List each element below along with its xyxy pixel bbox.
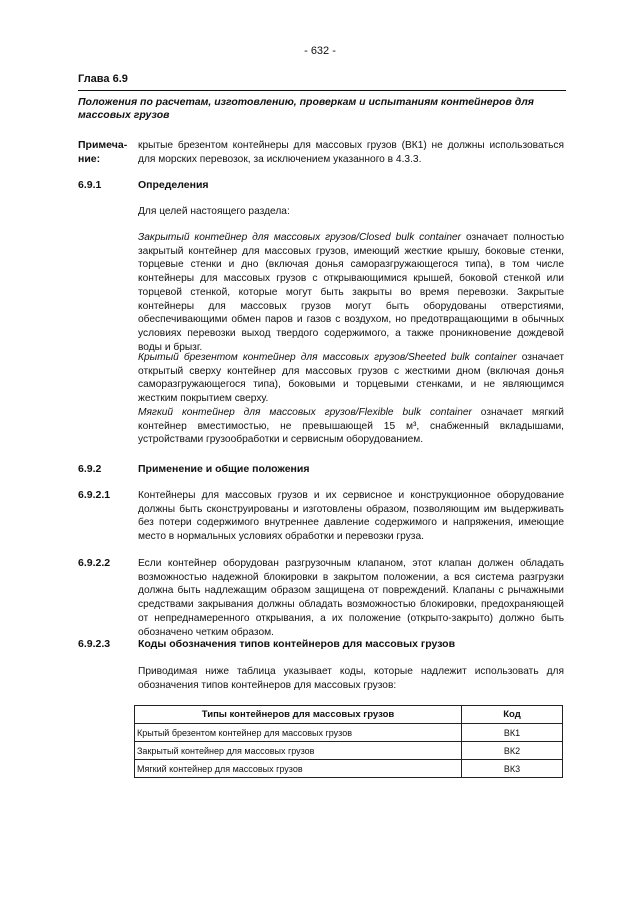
section-text-6-9-2-1: Контейнеры для массовых грузов и их сервисное и конструкционное оборудование должны быть сконструированы и изготовлены образом, позволяющим им выдерживать без потери содержимого внутреннее давление содержимого и напряжения, имеющие место в нормальных условиях обработки и перевозки груза.	[138, 490, 564, 543]
container-codes-table	[134, 705, 563, 778]
container-type-cell: Крытый брезентом контейнер для массовых грузов	[135, 724, 462, 742]
container-code-cell: ВК3	[462, 760, 563, 778]
chapter-number: Глава 6.9	[78, 73, 128, 85]
table-row	[135, 742, 563, 760]
container-code-cell: ВК1	[462, 724, 563, 742]
table-header-row	[135, 706, 563, 724]
chapter-title: Положения по расчетам, изготовлению, проверкам и испытаниям контейнеров для массовых грузов	[78, 96, 534, 121]
section-heading-application: Применение и общие положения	[138, 463, 310, 475]
container-type-cell: Мягкий контейнер для массовых грузов	[135, 760, 462, 778]
definitions-intro: Для целей настоящего раздела:	[138, 206, 290, 217]
table-row	[135, 724, 563, 742]
definition-term: Мягкий контейнер для массовых грузов/Flexible bulk container	[138, 407, 472, 418]
section-text-6-9-2-2: Если контейнер оборудован разгрузочным клапаном, этот клапан должен обладать возможностью надежной блокировки в закрытом положении, а вся система разгрузки должна быть надлежащим образом защищена от повреждений. Клапаны с рычажными средствами закрывания должны обладать возможностью блокировки, предохраняющей от непреднамеренного открывания, а их положение (открыто-закрыто) должно быть обозначено четким образом.	[138, 558, 564, 638]
header-divider	[78, 90, 566, 91]
definition-flexible-container	[138, 406, 564, 447]
table-row	[135, 760, 563, 778]
section-number-6-9-2-1: 6.9.2.1	[78, 489, 111, 501]
note-text: крытые брезентом контейнеры для массовых грузов (ВК1) не должны использоваться для морских перевозок, за исключением указанного в 4.3.3.	[138, 140, 564, 165]
section-text-6-9-2-3: Приводимая ниже таблица указывает коды, которые надлежит использовать для обозначения типов контейнеров для массовых грузов:	[138, 666, 564, 691]
definition-text: означает полностью закрытый контейнер для массовых грузов, имеющий жесткие крышу, боковые стенки, торцевые стенки и дно (включая донья саморазгружающегося типа), в том числе контейнеры для массовых грузов с открывающимися крышей, боковой стенкой или торцевой стенкой, которые могут быть закрыты во время перевозки. Закрытые контейнеры для массовых грузов могут быть оборудованы отверстиями, обеспечивающими обмен паров и газов с воздухом, но предотвращающими в обычных условиях перевозки выход твердого содержимого, а также проникновение дождевой воды и брызг.	[138, 232, 564, 353]
note-label: Примеча-ние:	[78, 139, 128, 165]
section-number-6-9-2: 6.9.2	[78, 463, 102, 475]
section-number-6-9-1: 6.9.1	[78, 179, 102, 191]
container-type-cell: Закрытый контейнер для массовых грузов	[135, 742, 462, 760]
definition-text: означает мягкий контейнер вместимостью, не превышающей 15 м³, снабженный вкладышами, устройствами грузообработки и сервисным оборудованием.	[138, 407, 564, 446]
section-number-6-9-2-3: 6.9.2.3	[78, 638, 111, 650]
column-header-type: Типы контейнеров для массовых грузов	[135, 706, 462, 724]
container-code-cell: ВК2	[462, 742, 563, 760]
section-number-6-9-2-2: 6.9.2.2	[78, 557, 111, 569]
definition-sheeted-container	[138, 351, 564, 406]
definition-closed-container	[138, 231, 564, 354]
definition-term: Закрытый контейнер для массовых грузов/Closed bulk container	[138, 232, 462, 243]
definition-text: означает открытый сверху контейнер для массовых грузов с жесткими дном (включая донья саморазгружающегося типа), боковыми и торцевыми стенками, и не являющимся жестким покрытием сверху.	[138, 352, 564, 405]
section-heading-codes: Коды обозначения типов контейнеров для массовых грузов	[138, 638, 456, 650]
column-header-code: Код	[462, 706, 563, 724]
definition-term: Крытый брезентом контейнер для массовых грузов/Sheeted bulk container	[138, 352, 517, 363]
section-heading-definitions: Определения	[138, 179, 209, 191]
page-number: - 632 -	[304, 45, 336, 57]
